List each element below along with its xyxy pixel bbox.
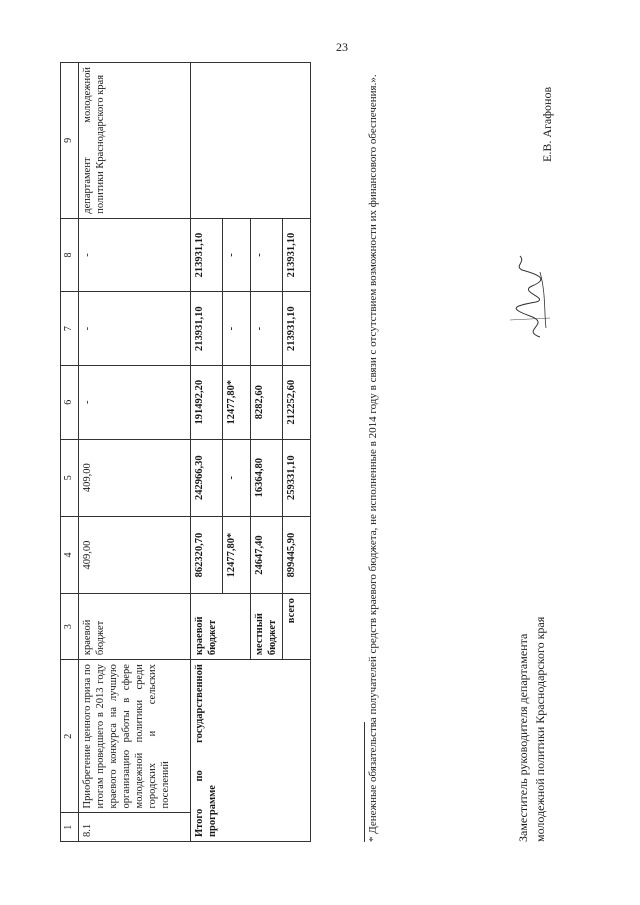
totals-2015: 8282,60 xyxy=(250,365,282,439)
totals-2014: 16364,80 xyxy=(250,439,282,516)
totals-row-regional xyxy=(190,63,222,842)
row-2015: - xyxy=(78,365,190,439)
totals-2016: - xyxy=(222,292,250,366)
row-2014: 409,00 xyxy=(78,439,190,516)
totals-total: 12477,80* xyxy=(222,516,250,593)
totals-2014: 242966,30 xyxy=(190,439,222,516)
totals-2015: 212252,60 xyxy=(282,365,310,439)
col-number-5: 5 xyxy=(61,439,79,516)
row-name: Приобретение ценного приза по итогам проведшего в 2013 году краевого конкурса на лучшую организацию работы в сфере молодежной политики среди городских и сельских поселений xyxy=(78,660,190,813)
row-2016: - xyxy=(78,292,190,366)
col-number-8: 8 xyxy=(61,218,79,292)
signatory-position-line2: молодежной политики Краснодарского края xyxy=(532,616,547,842)
row-total: 409,00 xyxy=(78,516,190,593)
totals-2016: 213931,10 xyxy=(190,292,222,366)
table-row-8-1 xyxy=(78,63,190,842)
totals-2017: - xyxy=(222,218,250,292)
rotated-sheet xyxy=(60,62,580,842)
totals-2014: 259331,10 xyxy=(282,439,310,516)
col-number-4: 4 xyxy=(61,516,79,593)
row-num: 8.1 xyxy=(78,813,190,842)
col-number-1: 1 xyxy=(61,813,79,842)
signatory-position-line1: Заместитель руководителя департамента xyxy=(516,633,530,842)
totals-source: всего xyxy=(282,594,310,660)
totals-label: Итого по государственной программе xyxy=(190,660,310,842)
totals-total: 862320,70 xyxy=(190,516,222,593)
totals-2016: 213931,10 xyxy=(282,292,310,366)
page-number: 23 xyxy=(336,40,348,54)
col-number-7: 7 xyxy=(61,292,79,366)
col-number-3: 3 xyxy=(61,594,79,660)
totals-responsible xyxy=(190,63,310,219)
totals-2015: 12477,80* xyxy=(222,365,250,439)
footnote: * Денежные обязательства получателей средств краевого бюджета, не исполненные в 2014 году в связи с отсутствием возможности их финансового обеспечения.». xyxy=(367,74,379,842)
totals-2016: - xyxy=(250,292,282,366)
totals-2017: - xyxy=(250,218,282,292)
totals-total: 899445,90 xyxy=(282,516,310,593)
totals-total: 24647,40 xyxy=(250,516,282,593)
table-header-row xyxy=(61,63,79,842)
handwritten-signature xyxy=(500,252,560,342)
totals-2017: 213931,10 xyxy=(190,218,222,292)
totals-2017: 213931,10 xyxy=(282,218,310,292)
col-number-2: 2 xyxy=(61,660,79,813)
row-source: краевой бюджет xyxy=(78,594,190,660)
totals-2014: - xyxy=(222,439,250,516)
program-table xyxy=(60,62,311,842)
signatory-position xyxy=(515,617,549,842)
footnote-rule xyxy=(364,722,365,842)
row-2017: - xyxy=(78,218,190,292)
signatory-name: Е.В. Агафонов xyxy=(540,86,554,162)
totals-source: краевой бюджет xyxy=(190,594,250,660)
col-number-6: 6 xyxy=(61,365,79,439)
totals-source: местный бюджет xyxy=(250,594,282,660)
col-number-9: 9 xyxy=(61,63,79,219)
row-responsible: департамент молодежной политики Краснодарского края xyxy=(78,63,190,219)
totals-2015: 191492,20 xyxy=(190,365,222,439)
